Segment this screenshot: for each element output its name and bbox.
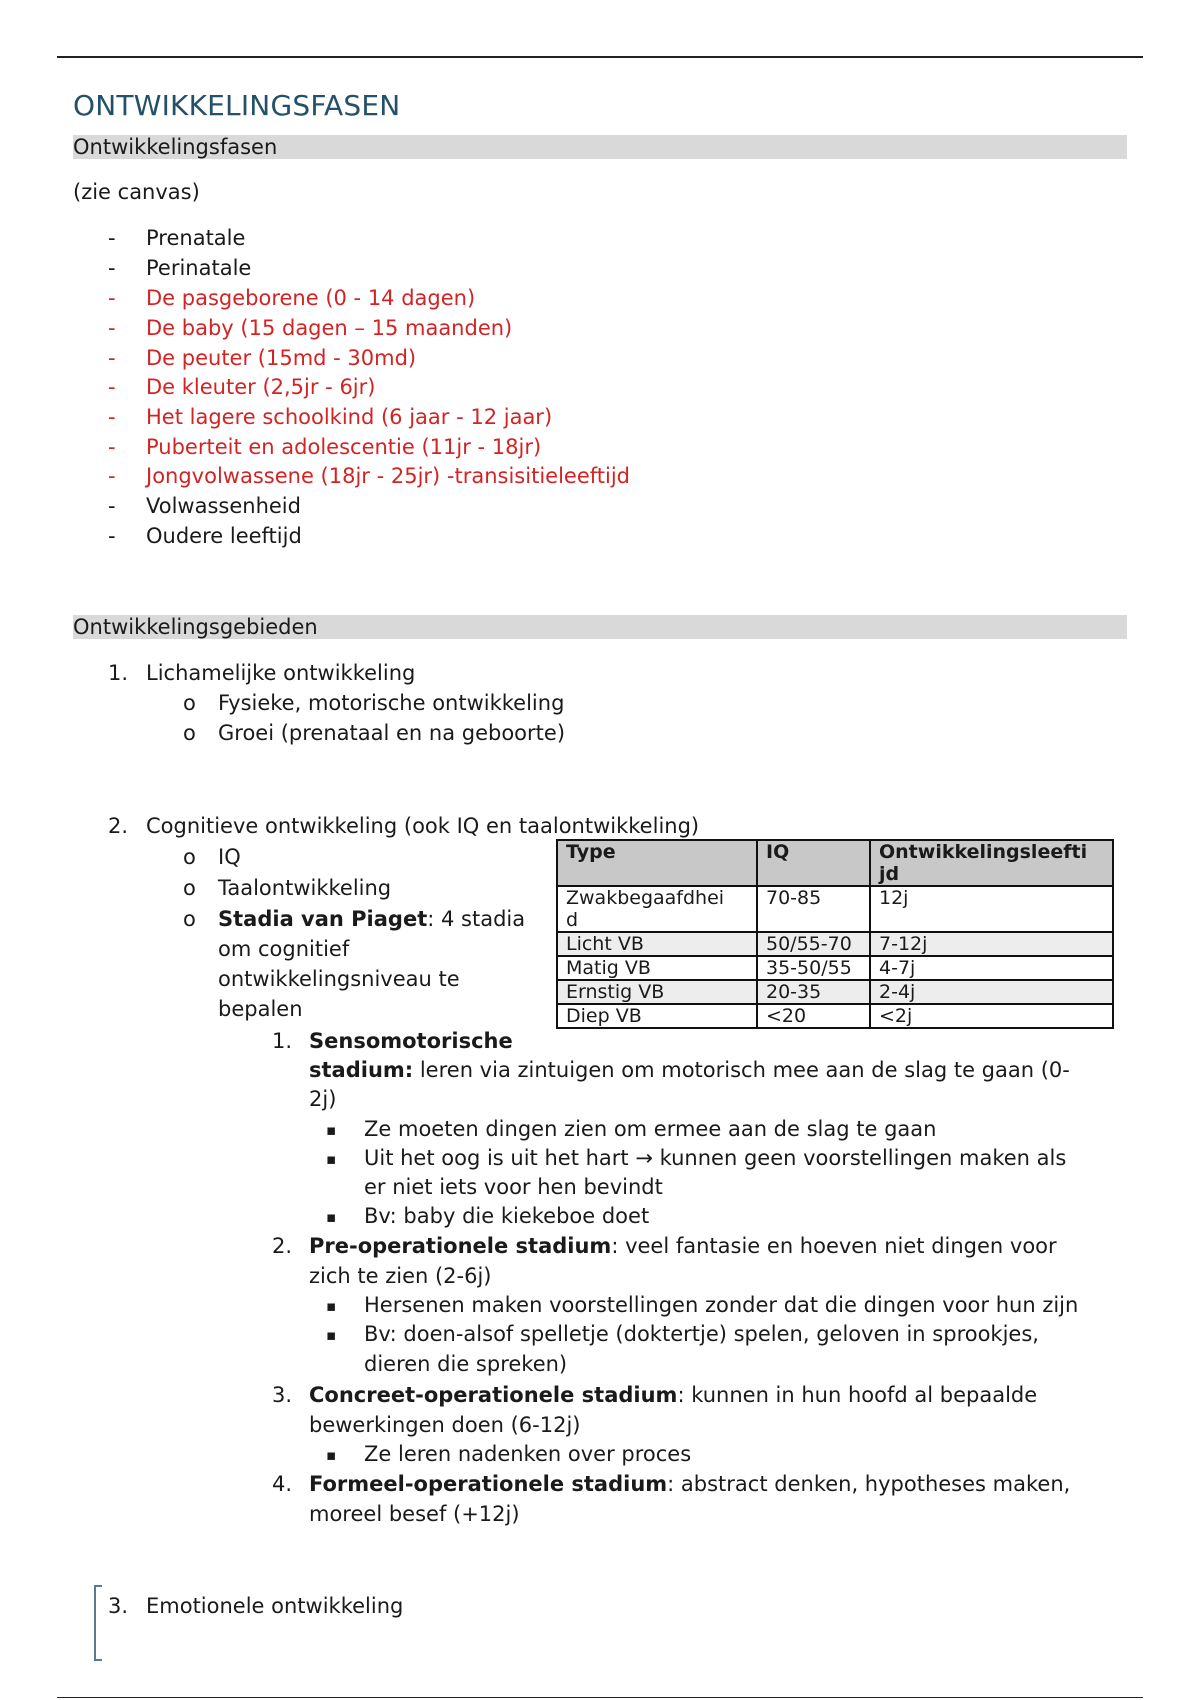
stage-bold: Formeel-operationele stadium — [309, 1472, 668, 1496]
table-cell: Ernstig VB — [557, 980, 757, 1004]
header-rule — [57, 56, 1143, 58]
stage-bold: Pre-operationele stadium — [309, 1234, 612, 1258]
stage-3-line: bewerkingen doen (6-12j) — [309, 1413, 581, 1437]
dash-bullet: - — [108, 346, 116, 370]
stage-bullet-text: Ze leren nadenken over proces — [364, 1442, 692, 1466]
stage-bold: Sensomotorische — [309, 1029, 513, 1053]
header-part: jd — [879, 863, 900, 885]
sub-item-fysieke: Fysieke, motorische ontwikkeling — [218, 691, 565, 715]
table-row — [557, 1004, 1113, 1028]
phase-item: De baby (15 dagen – 15 maanden) — [146, 316, 513, 340]
square-bullet: ▪ — [326, 1326, 337, 1344]
header-part: Ontwikkelingsleefti — [879, 841, 1088, 863]
square-bullet: ▪ — [326, 1208, 337, 1226]
dash-bullet: - — [108, 226, 116, 250]
phase-item: Jongvolwassene (18jr - 25jr) -transisitieleeftijd — [146, 464, 631, 488]
item-lichamelijke: Lichamelijke ontwikkeling — [146, 661, 416, 685]
table-cell: 20-35 — [757, 980, 870, 1004]
stage-2-title — [309, 1231, 1057, 1261]
stage-number: 3. — [272, 1383, 293, 1407]
stage-bullet-text: Uit het oog is uit het hart → kunnen geen voorstellingen maken als — [364, 1146, 1067, 1170]
table-header-cell: Type — [557, 840, 757, 886]
table-row — [557, 980, 1113, 1004]
sub-bullet: o — [183, 691, 196, 715]
stage-bullet-text: er niet iets voor hen bevindt — [364, 1175, 663, 1199]
stage-2-line: zich te zien (2-6j) — [309, 1264, 492, 1288]
stage-bold: Concreet-operationele stadium — [309, 1383, 678, 1407]
phase-item: Puberteit en adolescentie (11jr - 18jr) — [146, 435, 542, 459]
stage-1-line: 2j) — [309, 1087, 337, 1111]
table-cell: 2-4j — [870, 980, 1113, 1004]
page-title: ONTWIKKELINGSFASEN — [73, 89, 401, 122]
cell-part: d — [566, 909, 579, 931]
section-heading-ontwikkelingsgebieden: Ontwikkelingsgebieden — [73, 615, 1127, 639]
stage-number: 2. — [272, 1234, 293, 1258]
list-number: 2. — [108, 814, 129, 838]
table-cell: Diep VB — [557, 1004, 757, 1028]
square-bullet: ▪ — [326, 1150, 337, 1168]
phase-item: De kleuter (2,5jr - 6jr) — [146, 375, 376, 399]
stage-4-title — [309, 1469, 1070, 1499]
sub-item-groei: Groei (prenataal en na geboorte) — [218, 721, 566, 745]
stage-1-line — [309, 1055, 1070, 1085]
piaget-bold: Stadia van Piaget — [218, 907, 428, 931]
table-row — [557, 886, 1113, 932]
dash-bullet: - — [108, 435, 116, 459]
table-cell: Licht VB — [557, 932, 757, 956]
item-cognitieve: Cognitieve ontwikkeling (ook IQ en taalontwikkeling) — [146, 814, 700, 838]
table-header-cell: IQ — [757, 840, 870, 886]
stage-bullet-text: Ze moeten dingen zien om ermee aan de slag te gaan — [364, 1117, 937, 1141]
table-cell: Matig VB — [557, 956, 757, 980]
phase-item: Perinatale — [146, 256, 252, 280]
table-cell: 4-7j — [870, 956, 1113, 980]
phase-item: Het lagere schoolkind (6 jaar - 12 jaar) — [146, 405, 553, 429]
list-number: 1. — [108, 661, 129, 685]
stage-text: : abstract denken, hypotheses maken, — [667, 1472, 1071, 1496]
table-header-cell — [870, 840, 1113, 886]
stage-text: leren via zintuigen om motorisch mee aan de slag te gaan (0- — [413, 1058, 1070, 1082]
dash-bullet: - — [108, 464, 116, 488]
stage-number: 4. — [272, 1472, 293, 1496]
stage-bullet-text: Hersenen maken voorstellingen zonder dat die dingen voor hun zijn — [364, 1293, 1079, 1317]
stage-text: : kunnen in hun hoofd al bepaalde — [677, 1383, 1038, 1407]
stage-text: : veel fantasie en hoeven niet dingen voor — [611, 1234, 1057, 1258]
square-bullet: ▪ — [326, 1446, 337, 1464]
square-bullet: ▪ — [326, 1121, 337, 1139]
canvas-note: (zie canvas) — [73, 180, 200, 204]
table-row — [557, 956, 1113, 980]
table-cell: 35-50/55 — [757, 956, 870, 980]
piaget-line: bepalen — [218, 997, 303, 1021]
phase-item: Volwassenheid — [146, 494, 301, 518]
stage-bullet-text: dieren die spreken) — [364, 1352, 568, 1376]
phase-item: De peuter (15md - 30md) — [146, 346, 417, 370]
phase-item: De pasgeborene (0 - 14 dagen) — [146, 286, 476, 310]
sub-bullet: o — [183, 721, 196, 745]
table-cell: 50/55-70 — [757, 932, 870, 956]
table-header-row — [557, 840, 1113, 886]
item-emotionele: Emotionele ontwikkeling — [146, 1594, 404, 1618]
piaget-rest: : 4 stadia — [427, 907, 526, 931]
phase-item: Prenatale — [146, 226, 246, 250]
sub-bullet: o — [183, 876, 196, 900]
dash-bullet: - — [108, 375, 116, 399]
stage-3-title — [309, 1380, 1037, 1410]
dash-bullet: - — [108, 405, 116, 429]
dash-bullet: - — [108, 524, 116, 548]
table-cell: <20 — [757, 1004, 870, 1028]
sub-bullet: o — [183, 845, 196, 869]
cell-part: Zwakbegaafdhei — [566, 887, 725, 909]
stage-4-line: moreel besef (+12j) — [309, 1502, 520, 1526]
sub-item-taal: Taalontwikkeling — [218, 876, 392, 900]
table-cell: 70-85 — [757, 886, 870, 932]
table-row — [557, 932, 1113, 956]
sub-bullet: o — [183, 907, 196, 931]
comment-bracket — [94, 1585, 102, 1661]
stage-1-title — [309, 1026, 513, 1056]
list-number: 3. — [108, 1594, 129, 1618]
stage-bold: stadium: — [309, 1058, 414, 1082]
sub-item-piaget — [218, 904, 525, 934]
dash-bullet: - — [108, 494, 116, 518]
dash-bullet: - — [108, 316, 116, 340]
dash-bullet: - — [108, 256, 116, 280]
table-cell: 12j — [870, 886, 1113, 932]
table-cell: 7-12j — [870, 932, 1113, 956]
footer-rule — [57, 1697, 1143, 1698]
square-bullet: ▪ — [326, 1297, 337, 1315]
piaget-line: om cognitief — [218, 937, 350, 961]
dash-bullet: - — [108, 286, 116, 310]
sub-item-iq: IQ — [218, 845, 241, 869]
piaget-line: ontwikkelingsniveau te — [218, 967, 460, 991]
section-heading-ontwikkelingsfasen: Ontwikkelingsfasen — [73, 135, 1127, 159]
stage-bullet-text: Bv: baby die kiekeboe doet — [364, 1204, 650, 1228]
table-cell — [557, 886, 757, 932]
phase-item: Oudere leeftijd — [146, 524, 302, 548]
iq-table — [556, 839, 1114, 1029]
stage-bullet-text: Bv: doen-alsof spelletje (doktertje) spelen, geloven in sprookjes, — [364, 1322, 1039, 1346]
table-cell: <2j — [870, 1004, 1113, 1028]
stage-number: 1. — [272, 1029, 293, 1053]
